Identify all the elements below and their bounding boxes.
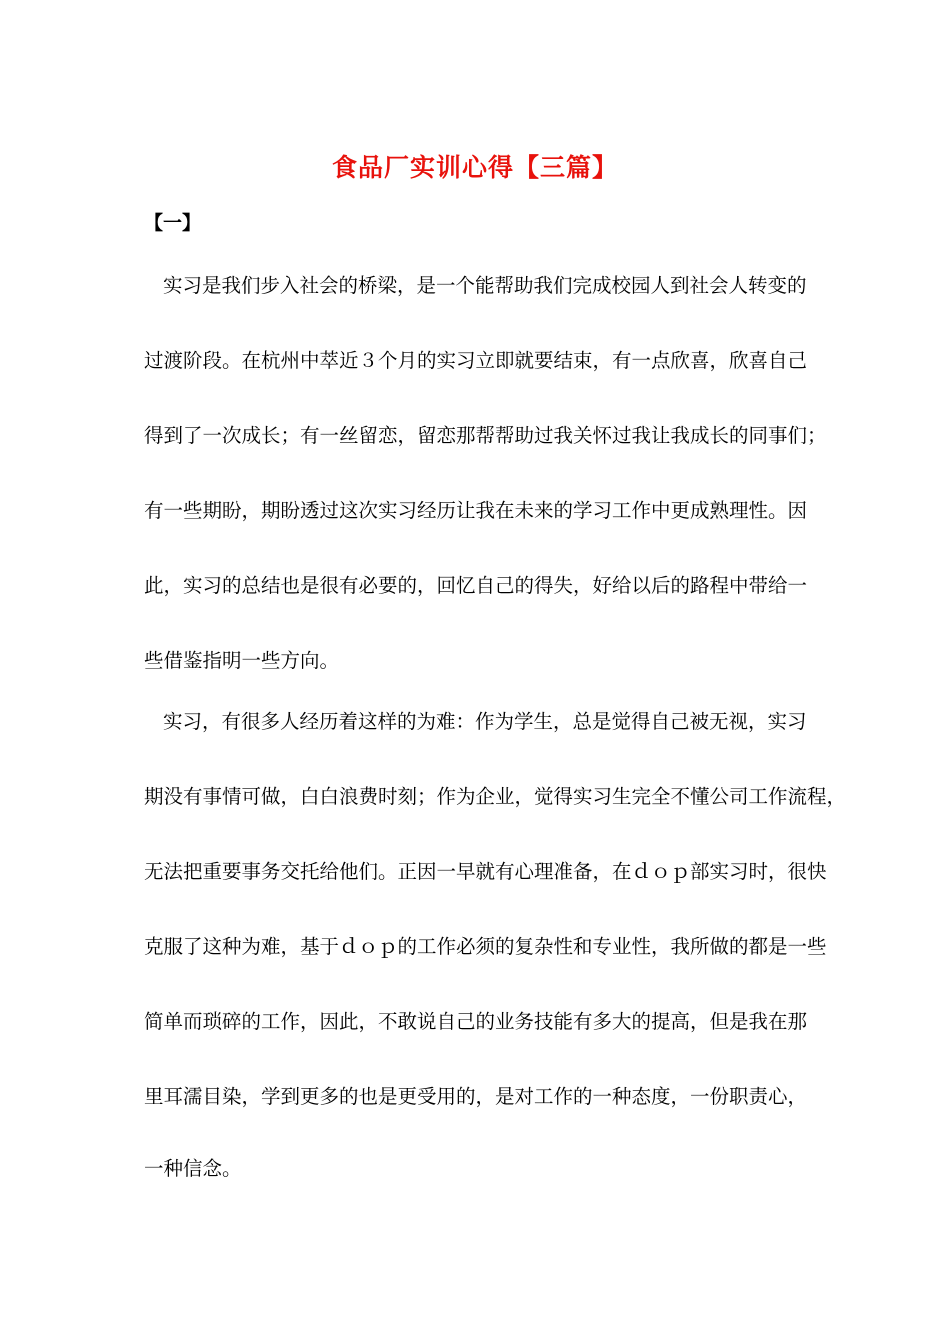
paragraph-2-line-4: 克服了这种为难，基于ｄｏｐ的工作必须的复杂性和专业性，我所做的都是一些: [144, 935, 827, 958]
paragraph-1-line-4: 有一些期盼，期盼透过这次实习经历让我在未来的学习工作中更成熟理性。因: [144, 499, 808, 522]
paragraph-2-line-6: 里耳濡目染，学到更多的也是更受用的，是对工作的一种态度，一份职责心，: [144, 1085, 808, 1108]
paragraph-1-line-2: 过渡阶段。在杭州中萃近３个月的实习立即就要结束，有一点欣喜，欣喜自己: [144, 349, 808, 372]
paragraph-2-line-1: 实习，有很多人经历着这样的为难：作为学生，总是觉得自己被无视，实习: [163, 710, 807, 733]
page-title: 食品厂实训心得【三篇】: [331, 153, 618, 182]
paragraph-2-line-5: 简单而琐碎的工作，因此，不敢说自己的业务技能有多大的提高，但是我在那: [144, 1010, 808, 1033]
paragraph-2-line-3: 无法把重要事务交托给他们。正因一早就有心理准备，在ｄｏｐ部实习时，很快: [144, 860, 827, 883]
paragraph-1-line-5: 此，实习的总结也是很有必要的，回忆自己的得失，好给以后的路程中带给一: [144, 574, 808, 597]
paragraph-2-line-7: 一种信念。: [144, 1157, 242, 1180]
paragraph-2-line-2: 期没有事情可做，白白浪费时刻；作为企业，觉得实习生完全不懂公司工作流程，: [144, 785, 847, 808]
paragraph-1-line-1: 实习是我们步入社会的桥梁，是一个能帮助我们完成校园人到社会人转变的: [163, 274, 807, 297]
section-label: 【一】: [144, 212, 202, 234]
paragraph-1-line-6: 些借鉴指明一些方向。: [144, 649, 340, 672]
paragraph-1-line-3: 得到了一次成长；有一丝留恋，留恋那帮帮助过我关怀过我让我成长的同事们；: [144, 424, 827, 447]
